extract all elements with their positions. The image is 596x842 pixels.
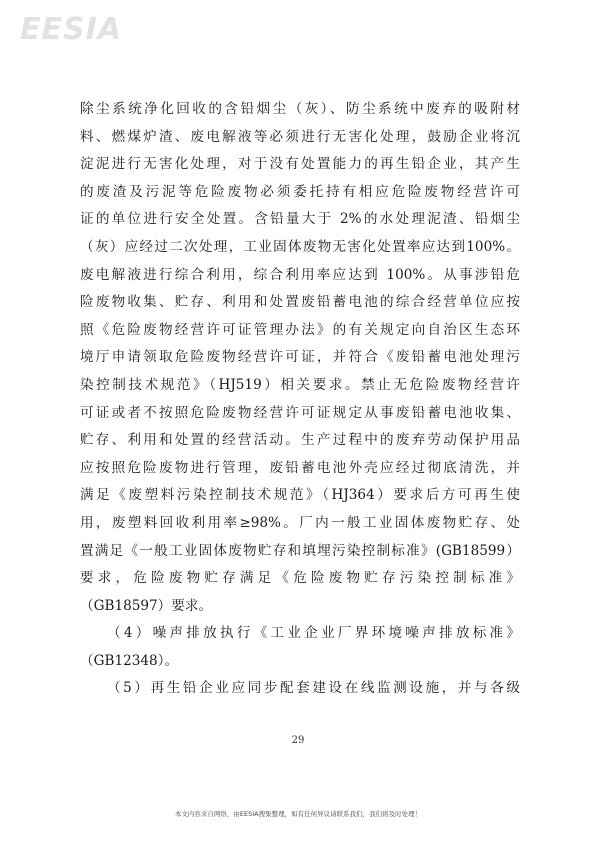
text-line: 应按照危险废物进行管理，废铅蓄电池外壳应经过彻底清洗，并 [80, 459, 520, 476]
paragraph-noise [80, 620, 520, 675]
footer-disclaimer: 本文内容来自网络，由EESIA搜集整理，如有任何异议请联系我们，我们将及时处理！ [174, 810, 422, 818]
text-line: （5）再生铅企业应同步配套建设在线监测设施，并与各级 [107, 680, 520, 697]
paragraph-solid-waste [80, 96, 520, 620]
text-line: （GB18597）要求。 [80, 597, 213, 614]
text-line: （GB12348）。 [80, 652, 179, 669]
paragraph-online-monitoring [80, 675, 520, 703]
text-line: 证的单位进行安全处置。含铅量大于 2%的水处理泥渣、铅烟尘 [80, 211, 520, 228]
text-line: （灰）应经过二次处理，工业固体废物无害化处置率应达到100%。 [80, 238, 520, 255]
page-number: 29 [291, 735, 305, 746]
eesia-logo: EESIA [20, 12, 122, 47]
text-line: 险废物收集、贮存、利用和处置废铅蓄电池的综合经营单位应按 [80, 294, 520, 311]
text-line: 满足《废塑料污染控制技术规范》（HJ364）要求后方可再生使 [80, 487, 520, 504]
text-line: 照《危险废物经营许可证管理办法》的有关规定向自治区生态环 [80, 321, 520, 338]
text-line: 贮存、利用和处置的经营活动。生产过程中的废弃劳动保护用品 [80, 432, 520, 449]
text-line: 可证或者不按照危险废物经营许可证规定从事废铅蓄电池收集、 [80, 404, 520, 421]
text-line: 料、燃煤炉渣、废电解液等必须进行无害化处理，鼓励企业将沉 [80, 128, 520, 145]
text-line: 染控制技术规范》（HJ519）相关要求。禁止无危险废物经营许 [80, 376, 520, 393]
text-line: 除尘系统净化回收的含铅烟尘（灰）、防尘系统中废弃的吸附材 [80, 101, 520, 117]
text-line: 废电解液进行综合利用，综合利用率应达到 100%。从事涉铅危 [80, 266, 520, 283]
text-line: 的废渣及污泥等危险废物必须委托持有相应危险废物经营许可 [80, 183, 520, 200]
text-line: （4）噪声排放执行《工业企业厂界环境噪声排放标准》 [107, 625, 520, 642]
text-line: 要求，危险废物贮存满足《危险废物贮存污染控制标准》 [80, 570, 520, 587]
text-line: 置满足《一般工业固体废物贮存和填埋污染控制标准》(GB18599） [80, 542, 520, 559]
text-line: 淀泥进行无害化处理，对于没有处置能力的再生铅企业，其产生 [80, 156, 520, 173]
text-line: 用，废塑料回收利用率≥98%。厂内一般工业固体废物贮存、处 [80, 514, 520, 531]
text-line: 境厅申请领取危险废物经营许可证，并符合《废铅蓄电池处理污 [80, 349, 520, 366]
document-body [80, 96, 520, 703]
